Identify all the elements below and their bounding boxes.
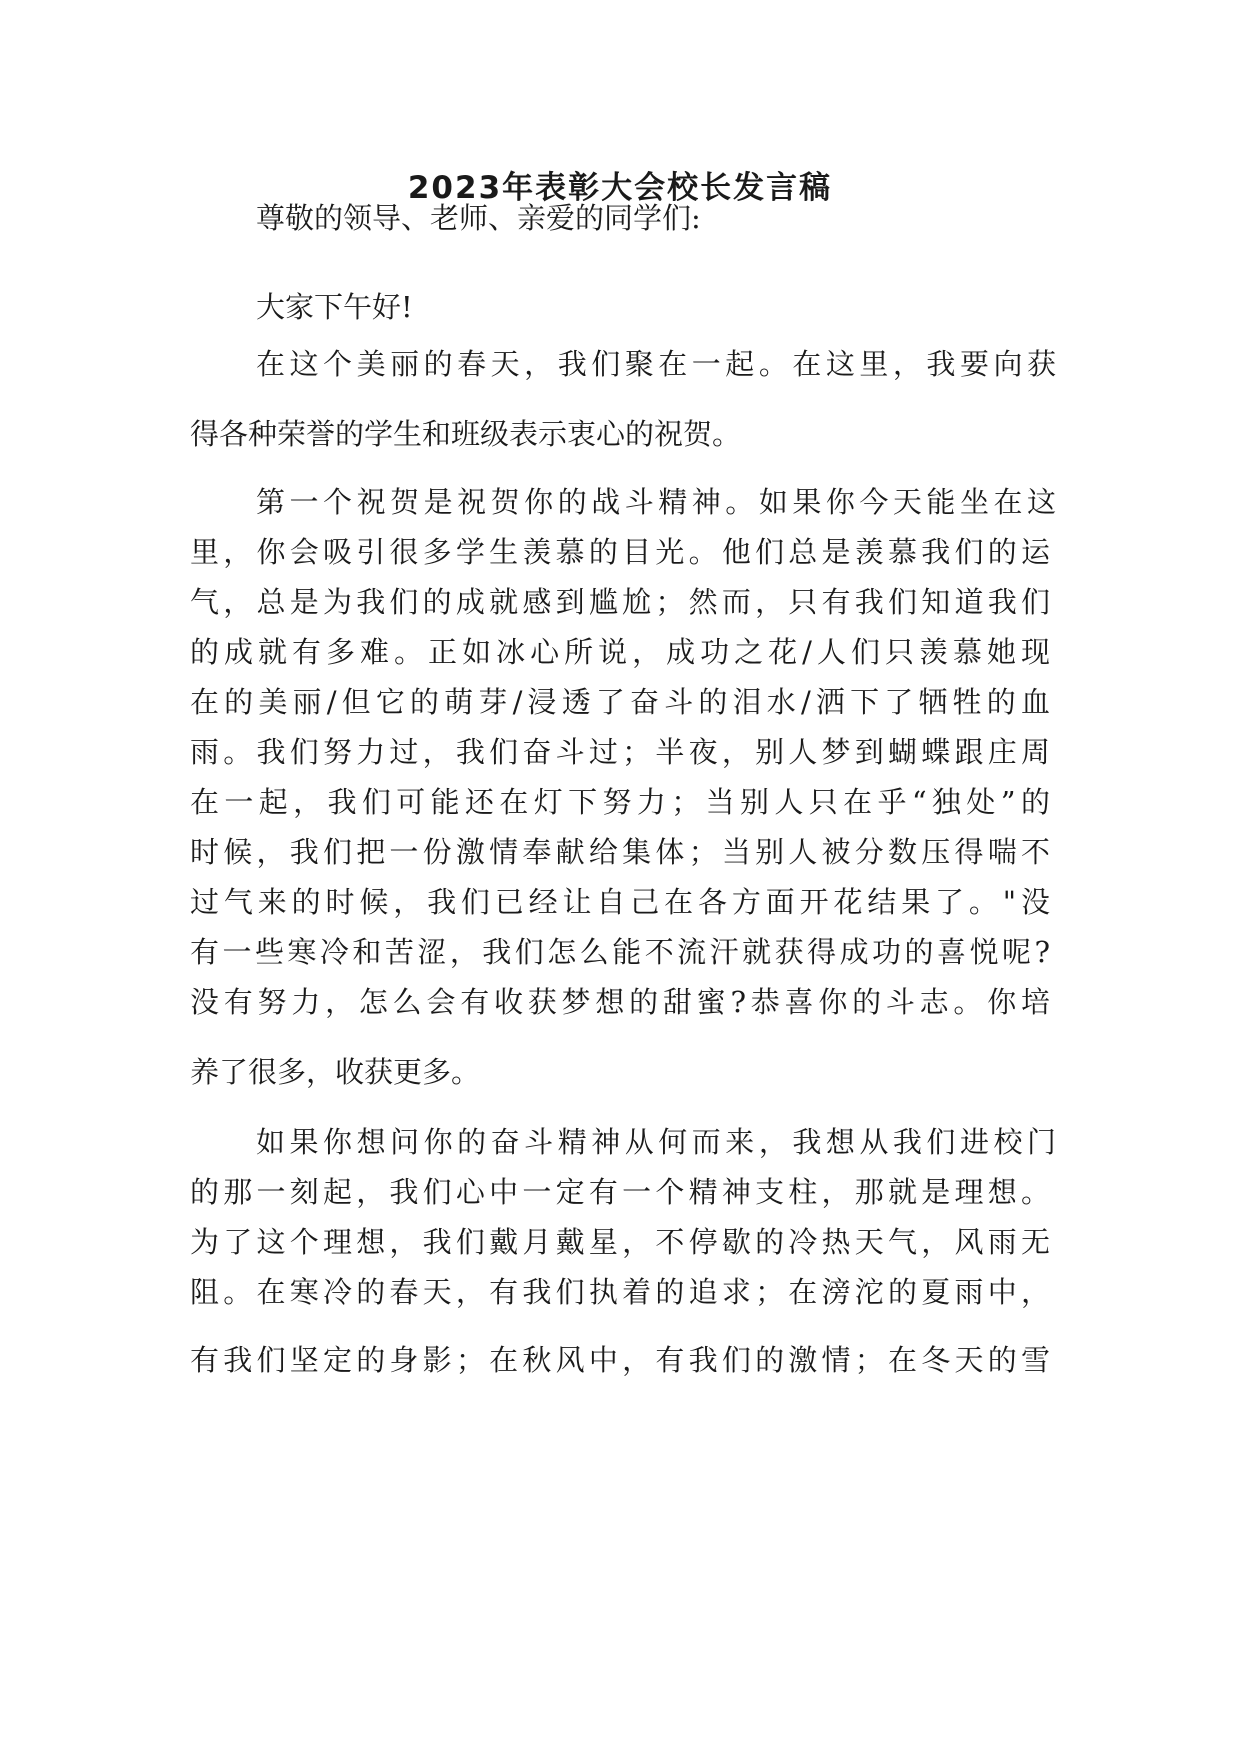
greeting-line: 大家下午好! <box>256 290 413 324</box>
paragraph-line: 有我们坚定的身影；在秋风中，有我们的激情；在冬天的雪 <box>190 1343 1050 1377</box>
paragraph-line: 没有努力，怎么会有收获梦想的甜蜜?恭喜你的斗志。你培 <box>190 985 1050 1019</box>
salutation-line: 尊敬的领导、老师、亲爱的同学们: <box>256 201 701 235</box>
paragraph-line: 过气来的时候，我们已经让自己在各方面开花结果了。"没 <box>190 885 1050 919</box>
paragraph-line: 在一起，我们可能还在灯下努力；当别人只在乎“独处”的 <box>190 785 1050 819</box>
paragraph-line: 在的美丽/但它的萌芽/浸透了奋斗的泪水/洒下了牺牲的血 <box>190 685 1050 719</box>
paragraph-line: 在这个美丽的春天，我们聚在一起。在这里，我要向获 <box>256 347 1056 381</box>
document-title: 2023年表彰大会校长发言稿 <box>407 170 833 206</box>
paragraph-line: 为了这个理想，我们戴月戴星，不停歇的冷热天气，风雨无 <box>190 1225 1050 1259</box>
paragraph-line: 雨。我们努力过，我们奋斗过；半夜，别人梦到蝴蝶跟庄周 <box>190 735 1050 769</box>
paragraph-line: 如果你想问你的奋斗精神从何而来，我想从我们进校门 <box>256 1125 1056 1159</box>
paragraph-line: 的那一刻起，我们心中一定有一个精神支柱，那就是理想。 <box>190 1175 1050 1209</box>
paragraph-line: 里，你会吸引很多学生羡慕的目光。他们总是羡慕我们的运 <box>190 535 1050 569</box>
paragraph-line: 第一个祝贺是祝贺你的战斗精神。如果你今天能坐在这 <box>256 485 1056 519</box>
paragraph-line: 的成就有多难。正如冰心所说，成功之花/人们只羡慕她现 <box>190 635 1050 669</box>
paragraph-line: 阻。在寒冷的春天，有我们执着的追求；在滂沱的夏雨中， <box>190 1275 1050 1309</box>
paragraph-line: 有一些寒冷和苦涩，我们怎么能不流汗就获得成功的喜悦呢? <box>190 935 1050 969</box>
paragraph-line: 气，总是为我们的成就感到尴尬；然而，只有我们知道我们 <box>190 585 1050 619</box>
paragraph-line: 得各种荣誉的学生和班级表示衷心的祝贺。 <box>190 417 742 451</box>
paragraph-line: 养了很多，收获更多。 <box>190 1055 481 1089</box>
paragraph-line: 时候，我们把一份激情奉献给集体；当别人被分数压得喘不 <box>190 835 1050 869</box>
